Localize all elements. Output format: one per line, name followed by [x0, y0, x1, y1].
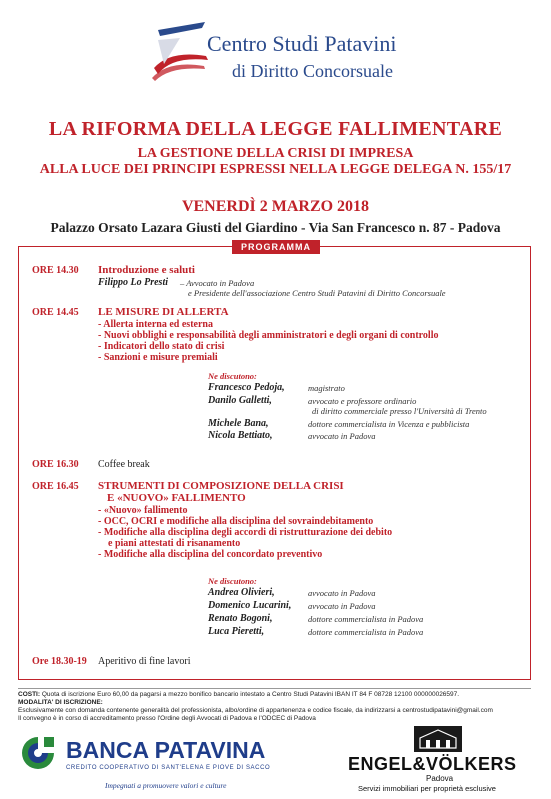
event-venue: Palazzo Orsato Lazara Giusti del Giardino - Via San Francesco n. 87 - Padova: [50, 220, 501, 235]
event-date: VENERDÌ 2 MARZO 2018: [181, 198, 370, 215]
discussant-role: avvocato in Padova: [308, 431, 376, 441]
event-subtitle-2: ALLA LUCE DEI PRINCIPI ESPRESSI NELLA LEGGE DELEGA N. 155/17: [39, 162, 512, 177]
discussant-role: dottore commercialista in Vicenza e pubblicista: [308, 419, 470, 429]
costs-line: [18, 691, 459, 698]
session-1-role-1: – Avvocato in Padova: [180, 278, 255, 288]
session-4-item: - «Nuovo» fallimento: [98, 505, 188, 516]
discussant-role: dottore commercialista in Padova: [308, 627, 424, 637]
session-2-item: - Nuovi obblighi e responsabilità degli amministratori e degli organi di controllo: [98, 330, 439, 341]
footer-divider: [18, 688, 531, 689]
org-name-line1: Centro Studi Patavini: [207, 31, 397, 56]
discussant-name: Nicola Bettiato,: [208, 430, 273, 441]
session-5-time: Ore 18.30-19: [32, 656, 87, 667]
session-1-title: Introduzione e saluti: [98, 264, 195, 276]
centro-studi-logo-icon: [150, 20, 210, 82]
engel-volkers-city: Padova: [426, 774, 454, 783]
engel-volkers-subtitle: Servizi immobiliari per proprietà esclusive: [358, 784, 496, 793]
programme-label: PROGRAMMA: [232, 240, 320, 254]
registration-label-text: MODALITA' DI ISCRIZIONE:: [18, 699, 103, 706]
discussant-role: avvocato e professore ordinario: [308, 396, 417, 406]
session-4-item: - OCC, OCRI e modifiche alla disciplina del sovraindebitamento: [98, 516, 374, 527]
session-4-item-cont: e piani attestati di risanamento: [108, 538, 241, 549]
session-4-title-1: STRUMENTI DI COMPOSIZIONE DELLA CRISI: [98, 480, 344, 492]
session-2-item: - Sanzioni e misure premiali: [98, 352, 218, 363]
org-name-line2: di Diritto Concorsuale: [232, 61, 393, 81]
session-3-time: ORE 16.30: [32, 459, 79, 470]
discussant-name: Francesco Pedoja,: [208, 382, 285, 393]
event-subtitle-1: LA GESTIONE DELLA CRISI DI IMPRESA: [137, 146, 414, 161]
session-2-time: ORE 14.45: [32, 307, 79, 318]
session-4-discussants-label: Ne discutono:: [208, 576, 257, 586]
registration-label: [18, 699, 103, 706]
session-4-item: - Modifiche alla disciplina degli accordi di ristrutturazione dei debito: [98, 527, 393, 538]
session-2-discussants-label: Ne discutono:: [208, 371, 257, 381]
session-1-role-2: e Presidente dell'associazione Centro Studi Patavini di Diritto Concorsuale: [188, 288, 446, 298]
registration-text: Esclusivamente con domanda contenente generalità del professionista, albo/ordine di appartenenza e codice fiscale, da indirizzarsi a centrostudipatavini@gmail.com: [18, 707, 493, 714]
banca-patavina-logo-icon: [18, 733, 58, 773]
discussant-role: avvocato in Padova: [308, 601, 376, 611]
session-4-time: ORE 16.45: [32, 481, 79, 492]
costs-text: Quota di iscrizione Euro 60,00 da pagarsi a mezzo bonifico bancario intestato a Centro Studi Patavini IBAN IT 84 F 08728 12100 000000026597.: [41, 691, 460, 698]
bank-name: BANCA PATAVINA: [66, 737, 266, 763]
session-3-title: Coffee break: [98, 459, 150, 470]
discussant-role: magistrato: [308, 383, 345, 393]
session-1-time: ORE 14.30: [32, 265, 79, 276]
session-4-title-2: E «NUOVO» FALLIMENTO: [107, 492, 246, 504]
session-4-item: - Modifiche alla disciplina del concordato preventivo: [98, 549, 323, 560]
discussant-name: Domenico Lucarini,: [208, 600, 292, 611]
bank-tagline: Impegnati a promuovere valori e culture: [105, 781, 227, 790]
bank-subtitle: CREDITO COOPERATIVO DI SANT'ELENA E PIOVE DI SACCO: [66, 765, 271, 771]
event-title: LA RIFORMA DELLA LEGGE FALLIMENTARE: [48, 118, 503, 140]
discussant-role-cont: di diritto commerciale presso l'Università di Trento: [312, 406, 487, 416]
engel-volkers-name: ENGEL&VÖLKERS: [348, 754, 517, 774]
discussant-name: Luca Pieretti,: [208, 626, 265, 637]
discussant-role: dottore commercialista in Padova: [308, 614, 424, 624]
session-1-speaker: Filippo Lo Presti: [98, 277, 168, 288]
session-2-item: - Allerta interna ed esterna: [98, 319, 213, 330]
discussant-name: Andrea Olivieri,: [208, 587, 275, 598]
discussant-role: avvocato in Padova: [308, 588, 376, 598]
session-2-item: - Indicatori dello stato di crisi: [98, 341, 225, 352]
accreditation-text: Il convegno è in corso di accreditamento presso l'Ordine degli Avvocati di Padova e l'ODCEC di Padova: [18, 715, 316, 722]
discussant-name: Danilo Galletti,: [208, 395, 272, 406]
session-5-title: Aperitivo di fine lavori: [98, 656, 191, 667]
discussant-name: Michele Bana,: [208, 418, 269, 429]
discussant-name: Renato Bogoni,: [208, 613, 273, 624]
engel-volkers-logo-icon: [414, 726, 462, 752]
costs-label: COSTI:: [18, 691, 41, 698]
session-2-title: LE MISURE DI ALLERTA: [98, 306, 229, 318]
programme-box: [18, 246, 531, 680]
